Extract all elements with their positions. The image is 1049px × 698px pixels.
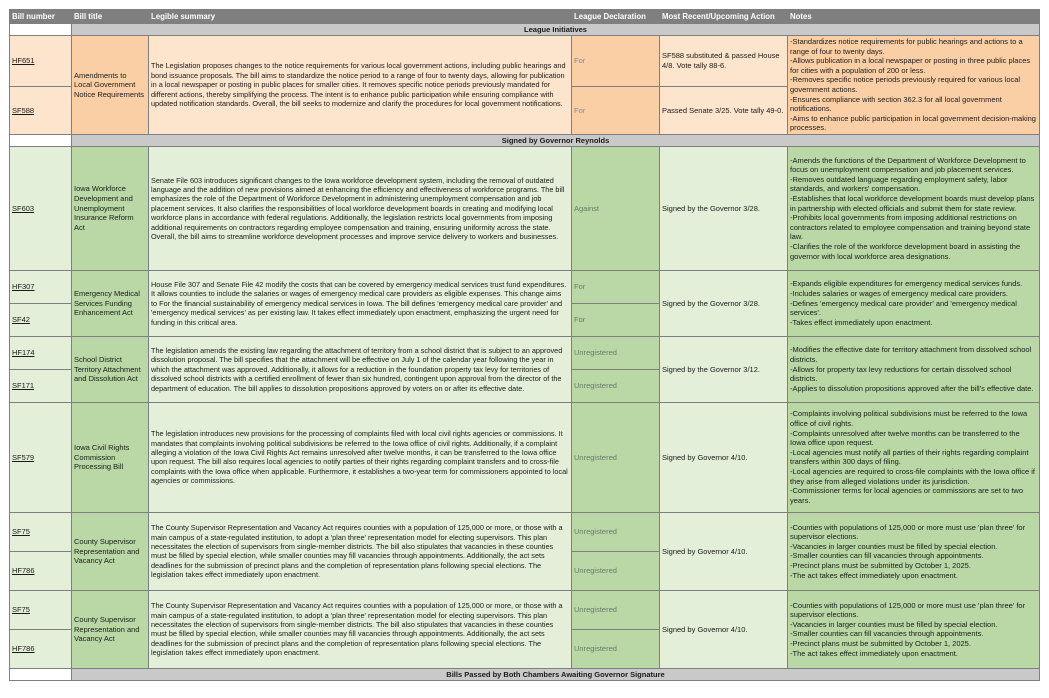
section-header: Bills Passed by Both Chambers Awaiting Governor Signature bbox=[72, 668, 1040, 680]
column-header-declaration[interactable]: League Declaration bbox=[572, 10, 660, 24]
note-line: -Commissioner terms for local agencies or commissions are set to two years. bbox=[790, 486, 1023, 505]
note-line: -Precinct plans must be submitted by October 1, 2025. bbox=[790, 561, 971, 571]
bill-notes bbox=[788, 512, 1040, 590]
note-line: -Allows for property tax levy reductions for certain dissolved school districts. bbox=[790, 364, 1012, 384]
bill-number-link[interactable]: SF75 bbox=[12, 527, 30, 537]
note-line: -Counties with populations of 125,000 or more must use 'plan three' for supervisor elections. bbox=[790, 600, 1026, 620]
league-declaration: Unregistered bbox=[572, 402, 660, 512]
note-line: -Local agencies are required to cross-file complaints with the Iowa office if they arise from alleged violations under its jurisdiction. bbox=[790, 467, 1035, 486]
bill-title: County Supervisor Representation and Vacancy Act bbox=[72, 512, 149, 590]
table-row bbox=[10, 590, 1040, 629]
recent-action: Signed by the Governor 3/28. bbox=[660, 146, 788, 270]
league-declaration: Against bbox=[572, 146, 660, 270]
league-declaration: Unregistered bbox=[572, 590, 660, 629]
note-line: -Applies to dissolution propositions approved after the bill's effective date. bbox=[790, 383, 1034, 393]
column-header-summary[interactable]: Legible summary bbox=[149, 10, 572, 24]
recent-action: Passed Senate 3/25. Vote tally 49-0. bbox=[660, 86, 788, 134]
note-line: -Complaints involving political subdivisions must be referred to the Iowa office of civil rights. bbox=[790, 409, 1028, 429]
bill-notes bbox=[788, 336, 1040, 402]
bill-number-link[interactable]: HF307 bbox=[12, 282, 35, 292]
bill-number-cell bbox=[10, 512, 72, 551]
note-line: -Expands eligible expenditures for emergency medical services funds. bbox=[790, 279, 1023, 289]
bill-summary: House File 307 and Senate File 42 modify the costs that can be covered by emergency medical services trust fund expenditures. It allows counties to include the salaries or wages of emergency medical care providers as eligible expenses. This change aims to For the financial sustainability of emergency medical services in Iowa. The bill defines 'emergency medical care provider' and 'emergency medical services' as per existing law. It takes effect immediately upon enactment, emphasizing the urgent need for funding in this critical area. bbox=[149, 270, 572, 336]
bill-summary: The County Supervisor Representation and Vacancy Act requires counties with a population of 125,000 or more, or those with a main campus of a state-regulated institution, to adopt a 'plan three' representation model for electing supervisors. This plan necessitates the election of supervisors from single-member districts. The bill also stipulates that vacancies in these counties must be filled by special election, while smaller counties may fill vacancies through appointments. Additionally, the act sets deadlines for the submission of precinct plans and the completion of representation plans following special elections. The legislation takes effect immediately upon enactment. bbox=[149, 590, 572, 668]
bill-title: Amendments to Local Government Notice Requirements bbox=[72, 36, 149, 135]
bill-summary: The legislation amends the existing law regarding the attachment of territory from a school district that is subject to an approved dissolution proposal. The bill specifies that the attachment will be effective on July 1 of the calendar year following the year in which the attachment was approved. Additionally, it allows for a reduction in the foundation property tax levy for territories of dissolved school districts with a certified enrollment of fewer than six hundred, contingent upon approval from the director of the department of education. The bill applies to dissolution propositions approved by voters on or after its effective date. bbox=[149, 336, 572, 402]
recent-action: Signed by Governor 4/10. bbox=[660, 590, 788, 668]
note-line: -Allows publication in a local newspaper or posting in three public places for cities with a population of 200 or less. bbox=[790, 56, 1031, 75]
league-declaration: For bbox=[572, 303, 660, 336]
section-header-row bbox=[10, 24, 1040, 36]
bill-notes bbox=[788, 402, 1040, 512]
bill-notes bbox=[788, 146, 1040, 270]
note-line: -Establishes that local workforce development boards must develop plans in partnership with elected officials and submit them for state review. bbox=[790, 194, 1035, 213]
bill-table bbox=[9, 9, 1040, 681]
table-row bbox=[10, 336, 1040, 369]
bill-title: County Supervisor Representation and Vacancy Act bbox=[72, 590, 149, 668]
bill-number-cell bbox=[10, 590, 72, 629]
table-row bbox=[10, 402, 1040, 512]
bill-summary: The legislation introduces new provisions for the processing of complaints filed with local civil rights agencies or commissions. It mandates that complaints involving political subdivisions be referred to the Iowa office of civil rights. Additionally, if a complaint alleging a violation of the Iowa Civil Rights Act remains unresolved after twelve months, it can be transferred to the Iowa office upon request. The bill also requires local agencies to notify parties of their rights regarding complaint transfers and to cross-file complaints with the Iowa office when applicable. Furthermore, it establishes a two-year term for commissioners appointed to local agencies or commissions. bbox=[149, 402, 572, 512]
league-declaration: For bbox=[572, 86, 660, 134]
bill-number-cell bbox=[10, 36, 72, 87]
bill-notes bbox=[788, 36, 1040, 135]
note-line: -Precinct plans must be submitted by October 1, 2025. bbox=[790, 639, 971, 649]
section-header: League Initiatives bbox=[72, 24, 1040, 36]
recent-action: Signed by the Governor 3/28. bbox=[660, 270, 788, 336]
league-declaration: For bbox=[572, 270, 660, 303]
league-declaration: For bbox=[572, 36, 660, 87]
bill-number-cell bbox=[10, 551, 72, 590]
bill-number-link[interactable]: SF42 bbox=[12, 315, 30, 325]
note-line: -Smaller counties can fill vacancies through appointments. bbox=[790, 629, 984, 639]
bill-tracker-sheet bbox=[9, 9, 1039, 695]
recent-action: Signed by Governor 4/10. bbox=[660, 402, 788, 512]
bill-title: School District Territory Attachment and Dissolution Act bbox=[72, 336, 149, 402]
section-header-spacer bbox=[10, 24, 72, 36]
note-line: -Local agencies must notify all parties of their rights regarding complaint transfers within 300 days of filing. bbox=[790, 447, 1029, 467]
bill-number-link[interactable]: SF579 bbox=[12, 452, 35, 462]
league-declaration: Unregistered bbox=[572, 512, 660, 551]
note-line: -Aims to enhance public participation in local government decision-making processes. bbox=[790, 113, 1036, 133]
note-line: -Amends the functions of the Department of Workforce Development to focus on unemployment compensation and job placement services. bbox=[790, 155, 1026, 175]
note-line: -Removes specific notice periods previously required for various local government actions. bbox=[790, 75, 1021, 94]
bill-number-cell bbox=[10, 86, 72, 134]
column-header-action[interactable]: Most Recent/Upcoming Action bbox=[660, 10, 788, 24]
bill-notes bbox=[788, 270, 1040, 336]
table-row bbox=[10, 512, 1040, 551]
recent-action: SF588 substituted & passed House 4/8. Vote tally 88-6. bbox=[660, 36, 788, 87]
column-header-bill-title[interactable]: Bill title bbox=[72, 10, 149, 24]
bill-number-link[interactable]: HF651 bbox=[12, 56, 35, 66]
bill-notes bbox=[788, 590, 1040, 668]
note-line: -Takes effect immediately upon enactment. bbox=[790, 317, 933, 327]
bill-summary: The County Supervisor Representation and Vacancy Act requires counties with a population of 125,000 or more, or those with a main campus of a state-regulated institution, to adopt a 'plan three' representation model for electing supervisors. This plan necessitates the election of supervisors from single-member districts. The bill also stipulates that vacancies in these counties must be filled by special election, while smaller counties may fill vacancies through appointments. Additionally, the act sets deadlines for the submission of precinct plans and the completion of representation plans following special elections. The legislation takes effect immediately upon enactment. bbox=[149, 512, 572, 590]
note-line: -Defines 'emergency medical care provider' and 'emergency medical services'. bbox=[790, 298, 1017, 318]
section-header-spacer bbox=[10, 134, 72, 146]
bill-number-link[interactable]: SF603 bbox=[12, 203, 35, 213]
bill-number-link[interactable]: HF786 bbox=[12, 644, 35, 654]
league-declaration: Unregistered bbox=[572, 336, 660, 369]
section-header-spacer bbox=[10, 668, 72, 680]
note-line: -Prohibits local governments from imposing additional restrictions on contractors related to employee compensation and training beyond state law. bbox=[790, 213, 1031, 242]
bill-number-cell bbox=[10, 270, 72, 303]
note-line: -The act takes effect immediately upon enactment. bbox=[790, 648, 958, 658]
note-line: -The act takes effect immediately upon enactment. bbox=[790, 570, 958, 580]
bill-number-cell bbox=[10, 629, 72, 668]
note-line: -Clarifies the role of the workforce development board in assisting the governor with local workforce area designations. bbox=[790, 242, 1021, 261]
column-header-bill-number[interactable]: Bill number bbox=[10, 10, 72, 24]
league-declaration: Unregistered bbox=[572, 369, 660, 402]
section-header-row bbox=[10, 668, 1040, 680]
bill-number-cell bbox=[10, 303, 72, 336]
bill-number-link[interactable]: HF786 bbox=[12, 566, 35, 576]
recent-action: Signed by the Governor 3/12. bbox=[660, 336, 788, 402]
bill-number-link[interactable]: SF171 bbox=[12, 381, 35, 391]
note-line: -Removes outdated language regarding employment safety, labor standards, and workers' compensation. bbox=[790, 174, 1008, 194]
bill-number-link[interactable]: SF588 bbox=[12, 105, 35, 115]
column-header-notes[interactable]: Notes bbox=[788, 10, 1040, 24]
table-row bbox=[10, 36, 1040, 87]
note-line: -Ensures compliance with section 362.3 for all local government notifications. bbox=[790, 94, 1002, 114]
note-line: -Modifies the effective date for territory attachment from dissolved school districts. bbox=[790, 345, 1032, 365]
header-row bbox=[10, 10, 1040, 24]
bill-title: Emergency Medical Services Funding Enhancement Act bbox=[72, 270, 149, 336]
bill-number-link[interactable]: SF75 bbox=[12, 605, 30, 615]
bill-number-link[interactable]: HF174 bbox=[12, 348, 35, 358]
note-line: -Vacancies in larger counties must be filled by special election. bbox=[790, 541, 998, 551]
league-declaration: Unregistered bbox=[572, 551, 660, 590]
bill-title: Iowa Workforce Development and Unemployment Insurance Reform Act bbox=[72, 146, 149, 270]
table-body bbox=[10, 24, 1040, 681]
note-line: -Includes salaries or wages of emergency medical care providers. bbox=[790, 289, 1009, 299]
table-row bbox=[10, 270, 1040, 303]
recent-action: Signed by Governor 4/10. bbox=[660, 512, 788, 590]
bill-title: Iowa Civil Rights Commission Processing Bill bbox=[72, 402, 149, 512]
bill-number-cell bbox=[10, 369, 72, 402]
section-header: Signed by Governor Reynolds bbox=[72, 134, 1040, 146]
bill-summary: The Legislation proposes changes to the notice requirements for various local government actions, including public hearings and bond issuance proposals. The bill aims to standardize the notice period to a range of four to twenty days, allowing for publication in a local newspaper or posting in public places for smaller cities. It removes specific notice periods previously mandated for different actions, thereby simplifying the process. The intent is to enhance public participation while ensuring compliance with updated notification standards. Overall, the bill seeks to modernize and clarify the procedures for local government notifications. bbox=[149, 36, 572, 135]
bill-number-cell bbox=[10, 336, 72, 369]
note-line: -Complaints unresolved after twelve months can be transferred to the Iowa office upon request. bbox=[790, 428, 1020, 448]
league-declaration: Unregistered bbox=[572, 629, 660, 668]
bill-number-cell bbox=[10, 146, 72, 270]
bill-number-cell bbox=[10, 402, 72, 512]
section-header-row bbox=[10, 134, 1040, 146]
note-line: -Counties with populations of 125,000 or more must use 'plan three' for supervisor elections. bbox=[790, 522, 1026, 542]
note-line: -Standardizes notice requirements for public hearings and actions to a range of four to twenty days. bbox=[790, 37, 1023, 56]
note-line: -Smaller counties can fill vacancies through appointments. bbox=[790, 551, 984, 561]
note-line: -Vacancies in larger counties must be filled by special election. bbox=[790, 619, 998, 629]
bill-summary: Senate File 603 introduces significant changes to the Iowa workforce development system, including the removal of outdated language and the addition of new provisions aimed at enhancing the efficiency and effectiveness of workforce programs. The bill emphasizes the role of the Department of Workforce Development in administering unemployment compensation and job placement services. It also clarifies the responsibilities of local workforce development boards in creating and modifying local workforce plans in accordance with federal regulations. Additionally, the legislation restricts local governments from imposing additional requirements on contractors regarding employee compensation and training, ensuring uniformity across the state. Overall, the bill aims to streamline workforce development processes and improve service delivery to workers and businesses. bbox=[149, 146, 572, 270]
table-row bbox=[10, 146, 1040, 270]
